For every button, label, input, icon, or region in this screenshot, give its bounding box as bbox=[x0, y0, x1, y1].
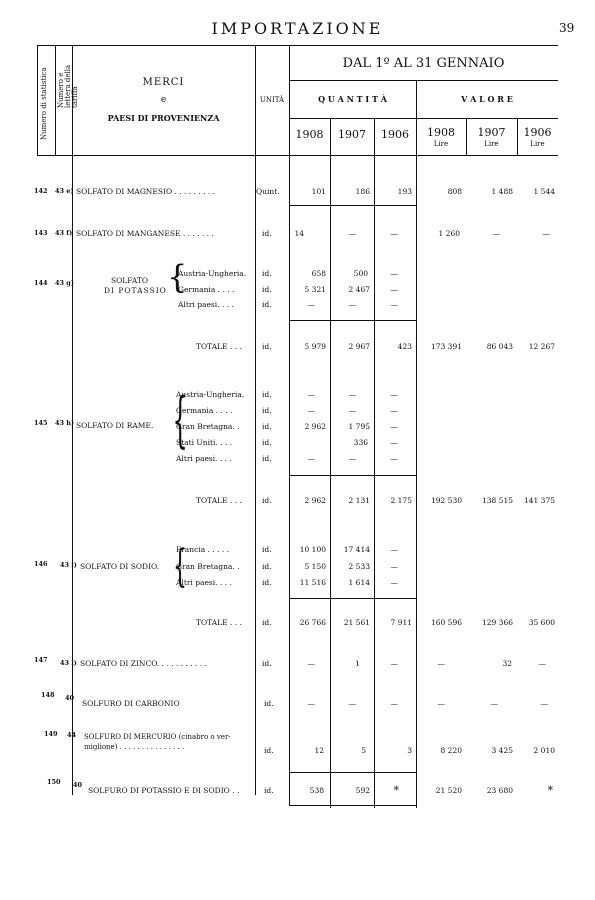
q-1906: — bbox=[390, 454, 398, 463]
row-unit: id. bbox=[264, 746, 274, 755]
lire-label: Lire bbox=[433, 140, 449, 148]
col-rule bbox=[37, 45, 38, 155]
header-unita: UNITÀ bbox=[259, 96, 285, 104]
q-1908: 5 150 bbox=[304, 562, 326, 571]
sub-country: Altri paesi. . . . bbox=[178, 300, 234, 309]
q-1907: 500 bbox=[353, 269, 368, 278]
row-num: 149 bbox=[44, 730, 58, 738]
q-1906: — bbox=[390, 578, 398, 587]
q-1907: — bbox=[348, 406, 356, 415]
sub-country: Germania . . . . bbox=[176, 406, 233, 415]
v-1907: 23 680 bbox=[486, 786, 513, 795]
row-rule bbox=[289, 805, 416, 806]
v-1908: 8 220 bbox=[440, 746, 462, 755]
q-1906: — bbox=[390, 300, 398, 309]
q-1907: 1 795 bbox=[348, 422, 370, 431]
row-code: 40 bbox=[65, 694, 75, 702]
q-1907: 2 967 bbox=[348, 342, 370, 351]
page-title: IMPORTAZIONE bbox=[211, 19, 384, 38]
row-name: SOLFATO DI RAME. bbox=[76, 421, 154, 430]
brace: { bbox=[173, 541, 187, 592]
sub-country: Gran Bretagna. . bbox=[176, 422, 240, 431]
row-name: miglione) . . . . . . . . . . . . . . . bbox=[84, 743, 185, 751]
v-1906: * bbox=[547, 784, 553, 797]
q-1906: — bbox=[390, 438, 398, 447]
year-q-1907: 1907 bbox=[338, 128, 366, 141]
row-name: SOLFATO DI SODIO. bbox=[80, 562, 160, 571]
row-num: 146 bbox=[34, 560, 48, 568]
v-1908: 808 bbox=[447, 187, 462, 196]
q-1906: 423 bbox=[397, 342, 412, 351]
v-1906: 1 544 bbox=[533, 187, 555, 196]
v-1906: — bbox=[542, 229, 550, 238]
row-unit: id. bbox=[262, 229, 272, 238]
v-1906: 2 010 bbox=[533, 746, 555, 755]
row-unit: id. bbox=[262, 285, 272, 294]
row-unit: id. bbox=[262, 618, 272, 627]
row-name: SOLFATO DI MAGNESIO . . . . . . . . . bbox=[76, 187, 216, 196]
q-1908: 5 321 bbox=[304, 285, 326, 294]
row-num: 150 bbox=[47, 778, 61, 786]
page-number: 39 bbox=[559, 21, 575, 35]
q-1907: 17 414 bbox=[343, 545, 370, 554]
q-1907: 1 614 bbox=[348, 578, 370, 587]
row-num: 147 bbox=[34, 656, 48, 664]
q-1908: — bbox=[307, 699, 315, 708]
sub-country: Stati Uniti. . . . bbox=[176, 438, 233, 447]
row-rule bbox=[289, 475, 416, 476]
header-merci: MERCI bbox=[142, 77, 185, 88]
row-code: 43 h) bbox=[55, 419, 75, 427]
row-unit: id. bbox=[264, 786, 274, 795]
q-1906: — bbox=[390, 659, 398, 668]
v-1907: 138 515 bbox=[481, 496, 513, 505]
row-name: SOLFATO DI MANGANESE . . . . . . . bbox=[76, 229, 214, 238]
q-1906: — bbox=[390, 699, 398, 708]
row-name: SOLFATO DI ZINCO. . . . . . . . . . . bbox=[80, 659, 207, 668]
q-1907: 21 561 bbox=[343, 618, 370, 627]
v-1908: 192 530 bbox=[430, 496, 462, 505]
row-num: 144 bbox=[34, 279, 48, 287]
row-num: 142 bbox=[34, 187, 48, 195]
row-rule bbox=[289, 320, 416, 321]
q-1906: — bbox=[390, 545, 398, 554]
row-name: SOLFURO DI CARBONIO bbox=[82, 699, 180, 708]
row-rule bbox=[289, 598, 416, 599]
v-1907: — bbox=[492, 229, 500, 238]
q-1908: 12 bbox=[314, 746, 324, 755]
q-1908: 26 766 bbox=[299, 618, 326, 627]
row-unit: id. bbox=[262, 300, 272, 309]
total-label: TOTALE . . . bbox=[196, 496, 242, 505]
q-1906: 193 bbox=[397, 187, 412, 196]
brace: { bbox=[172, 385, 188, 455]
header-valore: V A L O R E bbox=[461, 94, 513, 104]
year-v-1908: 1908 bbox=[427, 126, 455, 139]
q-1908: — bbox=[307, 659, 315, 668]
row-name: SOLFURO DI MERCURIO (cinabro o ver- bbox=[84, 733, 231, 741]
row-code: 43 l) bbox=[60, 659, 77, 667]
v-1908: — bbox=[437, 659, 445, 668]
v-1907: 32 bbox=[502, 659, 512, 668]
v-1906: 12 267 bbox=[528, 342, 555, 351]
year-v-1906: 1906 bbox=[523, 126, 552, 139]
row-unit: Quint. bbox=[256, 187, 280, 196]
q-1907: 336 bbox=[353, 438, 368, 447]
header-top-rule bbox=[37, 45, 558, 46]
row-name: SOLFATO bbox=[111, 276, 148, 285]
v-1906: 141 375 bbox=[523, 496, 555, 505]
q-1907: 592 bbox=[355, 786, 370, 795]
row-code: 40 bbox=[73, 781, 83, 789]
q-1907: 2 131 bbox=[348, 496, 370, 505]
header-quantita: Q U A N T I T À bbox=[318, 94, 387, 104]
q-1906: — bbox=[390, 562, 398, 571]
q-1908: 538 bbox=[309, 786, 324, 795]
v-1906: — bbox=[538, 659, 546, 668]
row-unit: id. bbox=[262, 454, 272, 463]
v-1907: 129 366 bbox=[481, 618, 513, 627]
v-1908: 21 520 bbox=[435, 786, 462, 795]
q-1906: 7 911 bbox=[390, 618, 412, 627]
q-1906: 2 175 bbox=[390, 496, 412, 505]
v-1908: — bbox=[437, 699, 445, 708]
brace: { bbox=[167, 258, 188, 296]
year-q-1906: 1906 bbox=[381, 128, 409, 141]
row-unit: id. bbox=[262, 659, 272, 668]
v-1908: 1 260 bbox=[438, 229, 460, 238]
row-num: 145 bbox=[34, 419, 48, 427]
sub-country: Germania . . . . bbox=[178, 285, 235, 294]
lire-label: Lire bbox=[484, 140, 499, 148]
row-unit: id. bbox=[262, 422, 272, 431]
q-1906: 3 bbox=[407, 746, 412, 755]
q-1908: 14 bbox=[294, 229, 304, 238]
row-num: 143 bbox=[34, 229, 48, 237]
q-1907: 186 bbox=[355, 187, 370, 196]
v-1908: 173 391 bbox=[430, 342, 462, 351]
q-1907: — bbox=[348, 300, 356, 309]
sub-country: Austria-Ungheria. bbox=[176, 390, 245, 399]
q-1908: 2 962 bbox=[304, 496, 326, 505]
q-1906: * bbox=[393, 784, 399, 797]
row-code: 43 f) bbox=[55, 229, 73, 237]
col-rule bbox=[55, 45, 56, 155]
header-e: e bbox=[160, 95, 167, 105]
q-1908: — bbox=[307, 390, 315, 399]
v-1907: — bbox=[490, 699, 498, 708]
q-1907: — bbox=[348, 699, 356, 708]
v-1907: 3 425 bbox=[491, 746, 513, 755]
q-1907: 2 533 bbox=[348, 562, 370, 571]
row-code: 43 e) bbox=[55, 187, 74, 195]
row-code: 44 bbox=[67, 731, 77, 739]
q-1908: — bbox=[307, 406, 315, 415]
q-1907: 1 bbox=[355, 659, 360, 668]
row-unit: id. bbox=[262, 545, 272, 554]
row-name: SOLFURO DI POTASSIO E DI SODIO . . bbox=[88, 786, 240, 795]
period-rule bbox=[289, 80, 558, 81]
q-1908: — bbox=[307, 454, 315, 463]
row-unit: id. bbox=[262, 390, 272, 399]
header-period: DAL 1º AL 31 GENNAIO bbox=[342, 56, 505, 71]
row-unit: id. bbox=[262, 406, 272, 415]
sub-country: Gran Bretagna. . bbox=[176, 562, 240, 571]
q-1908: 658 bbox=[311, 269, 326, 278]
q-1908: 2 962 bbox=[304, 422, 326, 431]
q-1906: — bbox=[390, 285, 398, 294]
q-1906: — bbox=[390, 390, 398, 399]
row-unit: id. bbox=[262, 269, 272, 278]
header-paesi: PAESI DI PROVENIENZA bbox=[107, 113, 220, 123]
total-label: TOTALE . . . bbox=[196, 618, 242, 627]
q-1906: — bbox=[390, 229, 398, 238]
v-1907: 86 043 bbox=[486, 342, 513, 351]
row-num: 148 bbox=[41, 691, 55, 699]
q-1908: 5 979 bbox=[304, 342, 326, 351]
q-1908: 11 516 bbox=[299, 578, 326, 587]
row-unit: id. bbox=[262, 342, 272, 351]
row-rule bbox=[289, 772, 416, 773]
sub-country: Austria-Ungheria. bbox=[178, 269, 247, 278]
sub-country: Altri paesi. . . . bbox=[176, 454, 232, 463]
year-q-1908: 1908 bbox=[295, 128, 324, 141]
q-1907: — bbox=[348, 229, 356, 238]
v-1906: — bbox=[540, 699, 548, 708]
q-1907: 2 467 bbox=[348, 285, 370, 294]
row-unit: id. bbox=[264, 699, 274, 708]
total-label: TOTALE . . . bbox=[196, 342, 242, 351]
lire-label: Lire bbox=[530, 140, 545, 148]
q-1908: 10 100 bbox=[299, 545, 326, 554]
v-1908: 160 596 bbox=[430, 618, 462, 627]
q-1906: — bbox=[390, 406, 398, 415]
row-unit: id. bbox=[262, 578, 272, 587]
q-1907: — bbox=[348, 390, 356, 399]
sub-country: Francia . . . . . bbox=[176, 545, 230, 554]
header-bottom-rule bbox=[37, 155, 558, 156]
header-num-stat: Numero di statistica bbox=[40, 67, 48, 140]
sub-country: Altri paesi. . . . bbox=[176, 578, 232, 587]
row-rule bbox=[289, 205, 416, 206]
v-1907: 1 488 bbox=[491, 187, 513, 196]
header-tariff: Numero e lettera della tariffa bbox=[57, 64, 79, 108]
q-1906: — bbox=[390, 269, 398, 278]
row-unit: id. bbox=[262, 438, 272, 447]
row-code: 43 i) bbox=[60, 561, 77, 569]
row-code: 43 g) bbox=[55, 279, 74, 287]
col-rule bbox=[255, 45, 256, 795]
row-unit: id. bbox=[262, 562, 272, 571]
q-1907: — bbox=[348, 454, 356, 463]
row-unit: id. bbox=[262, 496, 272, 505]
row-name: DI POTASSIO bbox=[104, 286, 167, 295]
v-1906: 35 600 bbox=[528, 618, 555, 627]
year-v-1907: 1907 bbox=[477, 126, 506, 139]
q-1908: 101 bbox=[311, 187, 326, 196]
q-1906: — bbox=[390, 422, 398, 431]
q-1907: 5 bbox=[361, 746, 366, 755]
q-1908: — bbox=[307, 300, 315, 309]
